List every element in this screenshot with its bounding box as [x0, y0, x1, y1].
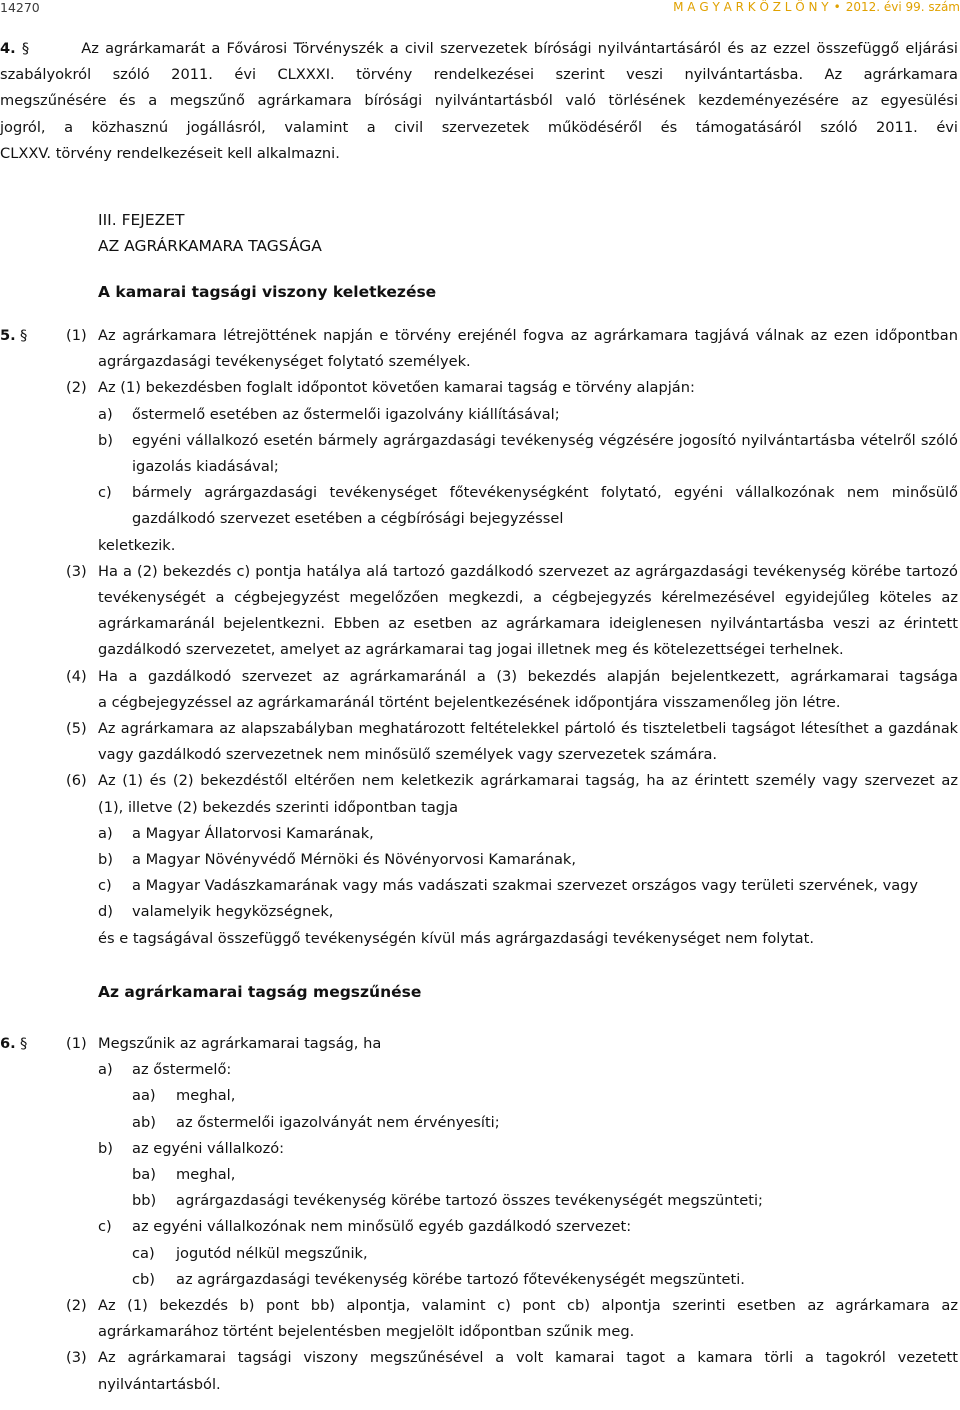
list-item [98, 1057, 958, 1083]
paragraph-line: vagy gazdálkodó szervezetnek nem minősülő személyek vagy szervezetek számára. [98, 746, 718, 764]
item-label: d) [98, 903, 113, 921]
list-item [98, 899, 958, 925]
section-5-number: 5. [0, 327, 16, 345]
paragraph-line: agrárkamaránál bejelentkezni. Ebben az esetben az agrárkamara ideiglenesen nyilvántartásba veszi az érintett [98, 615, 958, 633]
item-text: a Magyar Vadászkamarának vagy más vadászati szakmai szervezet országos vagy területi szervének, vagy [132, 877, 919, 895]
item-text: a Magyar Növényvédő Mérnöki és Növényorvosi Kamarának, [132, 851, 577, 869]
item-text: a Magyar Állatorvosi Kamarának, [132, 824, 374, 842]
item-label: a) [98, 405, 113, 423]
paragraph-line: tevékenységét a cégbejegyzést megelőzően megkezdi, a cégbejegyzés kérelmezésével egyidejűleg köteles az [98, 589, 958, 607]
list-item [98, 428, 958, 480]
subitem-text: jogutód nélkül megszűnik, [176, 1244, 368, 1262]
subitem-label: ca) [132, 1244, 155, 1262]
section-sign: § [20, 1034, 28, 1052]
paragraph-number: (3) [66, 562, 87, 580]
section-4-number: 4. [0, 40, 16, 57]
subitem-label: ba) [132, 1165, 156, 1183]
item-text: őstermelő esetében az őstermelői igazolvány kiállításával; [132, 405, 560, 423]
paragraph-closing: keletkezik. [98, 536, 176, 554]
list-item [98, 847, 958, 873]
subitem-label: cb) [132, 1270, 155, 1288]
subitem-label: aa) [132, 1087, 156, 1105]
section-5-paragraph-1 [0, 323, 958, 375]
paragraph-number: (1) [66, 1034, 87, 1052]
sub-list-item [132, 1110, 958, 1136]
item-text: egyéni vállalkozó esetén bármely agrárgazdasági tevékenység végzésére jogosító nyilvántartásba vételről szóló [132, 431, 958, 449]
sub-list-item [132, 1188, 958, 1214]
journal-issue: 2012. évi 99. szám [845, 0, 960, 14]
chapter-number: III. FEJEZET [98, 211, 185, 230]
section-6-paragraph-2 [0, 1293, 958, 1345]
section-6-number: 6. [0, 1034, 16, 1052]
section-4-line-2: szabályokról szóló 2011. évi CLXXXI. törvény rendelkezései szerint veszi nyilvántartásba. Az agrárkamara [0, 66, 958, 84]
item-label: b) [98, 851, 113, 869]
section-sign: § [20, 327, 28, 345]
subitem-text: meghal, [176, 1087, 236, 1105]
subtitle-membership-creation: A kamarai tagsági viszony keletkezése [98, 283, 437, 302]
item-label: c) [98, 484, 112, 502]
item-label: a) [98, 824, 113, 842]
section-sign: § [21, 40, 30, 57]
section-5-paragraph-2 [0, 375, 958, 401]
item-label: a) [98, 1061, 113, 1079]
subtitle-membership-termination: Az agrárkamarai tagság megszűnése [98, 982, 422, 1001]
list-item [98, 402, 958, 428]
paragraph-line: a cégbejegyzéssel az agrárkamaránál történt bejelentkezésének időpontjára visszamenőleg jön létre. [98, 693, 841, 711]
item-text: az egyéni vállalkozó: [132, 1139, 285, 1157]
paragraph-number: (5) [66, 720, 87, 738]
subitem-text: az őstermelői igazolványát nem érvényesíti; [176, 1113, 500, 1131]
journal-title [673, 0, 960, 14]
item-label: b) [98, 431, 113, 449]
section-6-paragraph-1 [0, 1031, 958, 1057]
paragraph-number: (2) [66, 379, 87, 397]
running-header [0, 0, 960, 20]
document-body [0, 36, 958, 1398]
item-label: c) [98, 877, 112, 895]
bullet-icon: • [833, 0, 841, 14]
subitem-label: bb) [132, 1192, 157, 1210]
subitem-text: meghal, [176, 1165, 236, 1183]
section-5-paragraph-3 [0, 559, 958, 664]
subitem-label: ab) [132, 1113, 156, 1131]
sub-list-item [132, 1241, 958, 1267]
item-text: bármely agrárgazdasági tevékenységet főtevékenységként folytató, egyéni vállalkozónak nem minősülő [132, 484, 958, 502]
paragraph-line: Az (1) bekezdésben foglalt időpontot követően kamarai tagság e törvény alapján: [98, 379, 695, 397]
item-label: b) [98, 1139, 113, 1157]
item-text: gazdálkodó szervezet esetében a cégbírósági bejegyzéssel [132, 510, 564, 528]
section-6-paragraph-3 [0, 1345, 958, 1397]
paragraph-closing: és e tagságával összefüggő tevékenységén kívül más agrárgazdasági tevékenységet nem folytat. [98, 929, 814, 947]
paragraph-line: Az agrárkamara létrejöttének napján e törvény erejénél fogva az agrárkamara tagjává válnak az ezen időpontban [98, 327, 958, 345]
sub-list-item [132, 1083, 958, 1109]
paragraph-line: agrárkamarához történt bejelentésben megjelölt időpontban szűnik meg. [98, 1323, 635, 1341]
item-text: az őstermelő: [132, 1061, 232, 1079]
section-5-paragraph-5 [0, 716, 958, 768]
list-item [98, 1214, 958, 1240]
paragraph-line: Ha a gazdálkodó szervezet az agrárkamaránál a (3) bekezdés alapján bejelentkezett, agrárkamarai tagsága [98, 667, 958, 685]
paragraph-number: (1) [66, 327, 87, 345]
page-number: 14270 [0, 0, 40, 15]
paragraph-number: (6) [66, 772, 87, 790]
list-item [98, 480, 958, 532]
subitem-text: az agrárgazdasági tevékenység körébe tartozó főtevékenységét megszünteti. [176, 1270, 745, 1288]
subitem-text: agrárgazdasági tevékenység körébe tartozó összes tevékenységét megszünteti; [176, 1192, 763, 1210]
journal-name: M A G Y A R K Ö Z L Ö N Y [673, 0, 829, 14]
paragraph-number: (3) [66, 1349, 87, 1367]
paragraph-line: Az (1) és (2) bekezdéstől eltérően nem keletkezik agrárkamarai tagság, ha az érintett személy vagy szervezet az [98, 772, 958, 790]
item-label: c) [98, 1218, 112, 1236]
section-5-paragraph-4 [0, 664, 958, 716]
paragraph-line: Az agrárkamarai tagsági viszony megszűnésével a volt kamarai tagot a kamara törli a tagokról vezetett [98, 1349, 958, 1367]
chapter-title: AZ AGRÁRKAMARA TAGSÁGA [98, 237, 322, 256]
item-text: az egyéni vállalkozónak nem minősülő egyéb gazdálkodó szervezet: [132, 1218, 632, 1236]
list-item [98, 1136, 958, 1162]
paragraph-number: (2) [66, 1296, 87, 1314]
paragraph-line: Megszűnik az agrárkamarai tagság, ha [98, 1034, 382, 1052]
sub-list-item [132, 1267, 958, 1293]
section-5-paragraph-6 [0, 768, 958, 820]
paragraph-line: Az (1) bekezdés b) pont bb) alpontja, valamint c) pont cb) alpontja szerinti esetben az agrárkamara az [98, 1296, 958, 1314]
paragraph-line: (1), illetve (2) bekezdés szerinti időpontban tagja [98, 798, 459, 816]
paragraph-line: agrárgazdasági tevékenységet folytató személyek. [98, 353, 471, 371]
item-text: igazolás kiadásával; [132, 458, 279, 476]
paragraph-line: Az agrárkamara az alapszabályban meghatározott feltételekkel pártoló és tiszteletbeli tagságot létesíthet a gazdának [98, 721, 958, 738]
item-text: valamelyik hegyközségnek, [132, 903, 334, 921]
section-4-text-1: Az agrárkamarát a Fővárosi Törvényszék a civil szervezetek bírósági nyilvántartásáról és az ezzel összefüggő eljárási [81, 40, 958, 57]
paragraph-line: gazdálkodó szervezetet, amelyet az agrárkamarai tag jogai illetnek meg és kötelezettségei terhelnek. [98, 641, 844, 659]
section-4-line-5: CLXXV. törvény rendelkezéseit kell alkalmazni. [0, 144, 340, 162]
paragraph-line: nyilvántartásból. [98, 1375, 221, 1393]
section-4-line-1 [0, 36, 958, 62]
section-4-line-3: megszűnésére és a megszűnő agrárkamara bírósági nyilvántartásból való törlésének kezdeményezésére az egyesülési [0, 92, 958, 110]
list-item [98, 821, 958, 847]
list-item [98, 873, 958, 899]
paragraph-line: Ha a (2) bekezdés c) pontja hatálya alá tartozó gazdálkodó szervezet az agrárgazdasági tevékenység körébe tartozó [98, 562, 958, 580]
paragraph-number: (4) [66, 667, 87, 685]
sub-list-item [132, 1162, 958, 1188]
section-4-line-4: jogról, a közhasznú jogállásról, valamint a civil szervezetek működéséről és támogatásáról szóló 2011. évi [0, 118, 958, 136]
section-4 [0, 36, 958, 167]
